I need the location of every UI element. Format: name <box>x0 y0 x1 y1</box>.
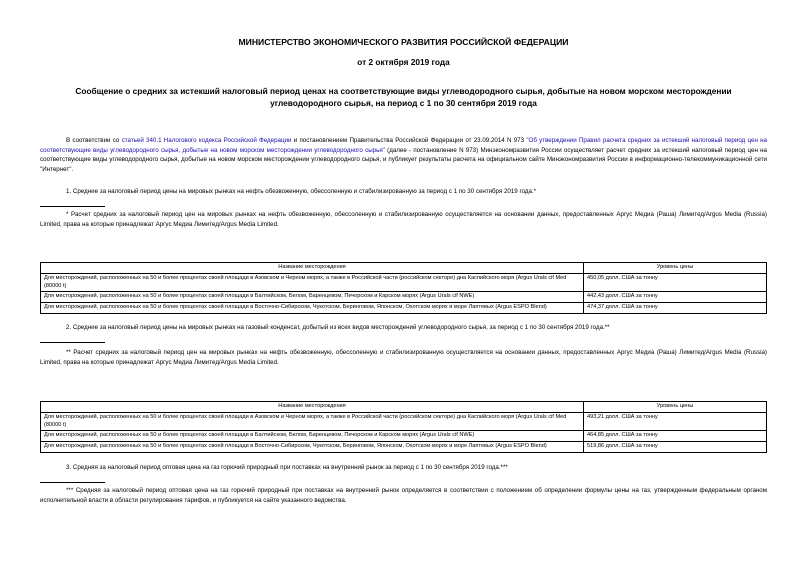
intro-prefix: В соответствии со <box>66 137 122 144</box>
table-row <box>41 412 767 431</box>
intro-suffix: (далее - постановление N 973) Минэкономразвития России осуществляет расчет средних за истекший налоговый период цен на соответствующие виды углеводородного сырья, добытые на новом морском месторождении углеводородного сырья, и публикует результаты расчета на официальном сайте Минэкономразвития России в информационно-телекоммуникационной сети "Интернет". <box>40 146 767 173</box>
table-row <box>41 292 767 303</box>
table-row <box>41 303 767 314</box>
resolution-973-link[interactable]: "Об утверждении Правил расчета средних за истекший налоговый период цен на соответствующие виды углеводородного сырья, добытые на новом морском месторождении углеводородного сырья" <box>40 137 767 154</box>
footnote-divider-2 <box>40 342 105 343</box>
table-row <box>41 273 767 292</box>
deposit-name-cell: Для месторождений, расположенных на 50 и более процентах своей площади в Азовском и Черном морях, а также в Российской части (российском секторе) дна Каспийского моря (Argus Urals cif Med (80000 t) <box>41 412 584 431</box>
footnote-3: *** Средняя за налоговый период оптовая цена на газ горючий природный при поставках на внутренний рынок определяется в соответствии с положением об определении формулы цены на газ, утвержденным федеральным органом исполнительной власти в области регулирования тарифов, и публикуется на сайте указанного ведомства. <box>40 487 767 504</box>
table-row <box>41 431 767 442</box>
section-2-text: 2. Средние за налоговый период цены на мировых рынках на газовый конденсат, добытый из всех видов месторождений углеводородного сырья, за период с 1 по 30 сентября 2019 года.** <box>66 324 610 331</box>
column-header-name: Название месторождения <box>41 402 584 413</box>
footnote-1: * Расчет средних за налоговый период цен на мировых рынках на нефть обезвоженную, обессоленную и стабилизированную осуществляется на основании данных, предоставленных Аргус Медиа (Раша) Лимитед/Argus Media (Russia) Limited, права на которые принадлежат Аргус Медиа Лимитед/Argus Media Limited. <box>40 211 767 228</box>
document-date: от 2 октября 2019 года <box>357 57 450 67</box>
deposit-name-cell: Для месторождений, расположенных на 50 и более процентах своей площади в Восточно-Сибирском, Чукотском, Беринговом, Японском, Охотском морях и море Лаптевых (Argus ESPO Blend) <box>41 442 584 453</box>
title-line-1: Сообщение о средних за истекший налоговый период ценах на соответствующие виды углеводородного сырья, добытые на новом морском месторождении <box>75 86 732 96</box>
table-row <box>41 442 767 453</box>
section-1-text: 1. Средние за налоговый период цены на мировых рынках на нефть обезвоженную, обессоленную и стабилизированную за период с 1 по 30 сентября 2019 года.* <box>66 188 537 195</box>
deposit-name-cell: Для месторождений, расположенных на 50 и более процентах своей площади в Балтийском, Белом, Баренцевом, Печорском и Карском морях (Argus Urals cif NWE) <box>41 292 584 303</box>
section-3-text: 3. Средняя за налоговый период оптовая цена на газ горючий природный при поставках на внутренний рынок за период с 1 по 30 сентября 2019 года.*** <box>66 464 508 471</box>
title-line-2: углеводородного сырья, на период с 1 по 30 сентября 2019 года <box>270 98 537 108</box>
price-cell: 442,43 долл. США за тонну <box>584 292 767 303</box>
price-cell: 464,85 долл. США за тонну <box>584 431 767 442</box>
price-cell: 493,21 долл. США за тонну <box>584 412 767 431</box>
price-cell: 474,37 долл. США за тонну <box>584 303 767 314</box>
column-header-price: Уровень цены <box>584 402 767 413</box>
column-header-price: Уровень цены <box>584 263 767 274</box>
footnote-divider-1 <box>40 206 105 207</box>
ministry-heading: МИНИСТЕРСТВО ЭКОНОМИЧЕСКОГО РАЗВИТИЯ РОССИЙСКОЙ ФЕДЕРАЦИИ <box>238 37 569 47</box>
price-cell: 450,05 долл. США за тонну <box>584 273 767 292</box>
price-cell: 519,86 долл. США за тонну <box>584 442 767 453</box>
deposit-name-cell: Для месторождений, расположенных на 50 и более процентах своей площади в Балтийском, Белом, Баренцевом, Печорском и Карском морях (Argus Urals cif NWE) <box>41 431 584 442</box>
intro-mid: и постановлением Правительства Российской Федерации от 23.09.2014 N 973 <box>291 137 527 144</box>
condensate-price-table <box>40 401 767 453</box>
footnote-2: ** Расчет средних за налоговый период цен на мировых рынках на нефть обезвоженную, обессоленную и стабилизированную осуществляется на основании данных, предоставленных Аргус Медиа (Раша) Лимитед/Argus Media (Russia) Limited, права на которые принадлежат Аргус Медиа Лимитед/Argus Media Limited. <box>40 349 767 366</box>
column-header-name: Название месторождения <box>41 263 584 274</box>
table-header-row <box>41 402 767 413</box>
tax-code-article-link[interactable]: статьей 340.1 Налогового кодекса Российской Федерации <box>121 137 292 144</box>
oil-price-table <box>40 262 767 314</box>
intro-paragraph <box>40 136 767 174</box>
deposit-name-cell: Для месторождений, расположенных на 50 и более процентах своей площади в Восточно-Сибирском, Чукотском, Беринговом, Японском, Охотском морях и море Лаптевых (Argus ESPO Blend) <box>41 303 584 314</box>
page-title <box>40 85 767 109</box>
deposit-name-cell: Для месторождений, расположенных на 50 и более процентах своей площади в Азовском и Черном морях, а также в Российской части (российском секторе) дна Каспийского моря (Argus Urals cif Med (80000 t) <box>41 273 584 292</box>
footnote-divider-3 <box>40 482 105 483</box>
table-header-row <box>41 263 767 274</box>
